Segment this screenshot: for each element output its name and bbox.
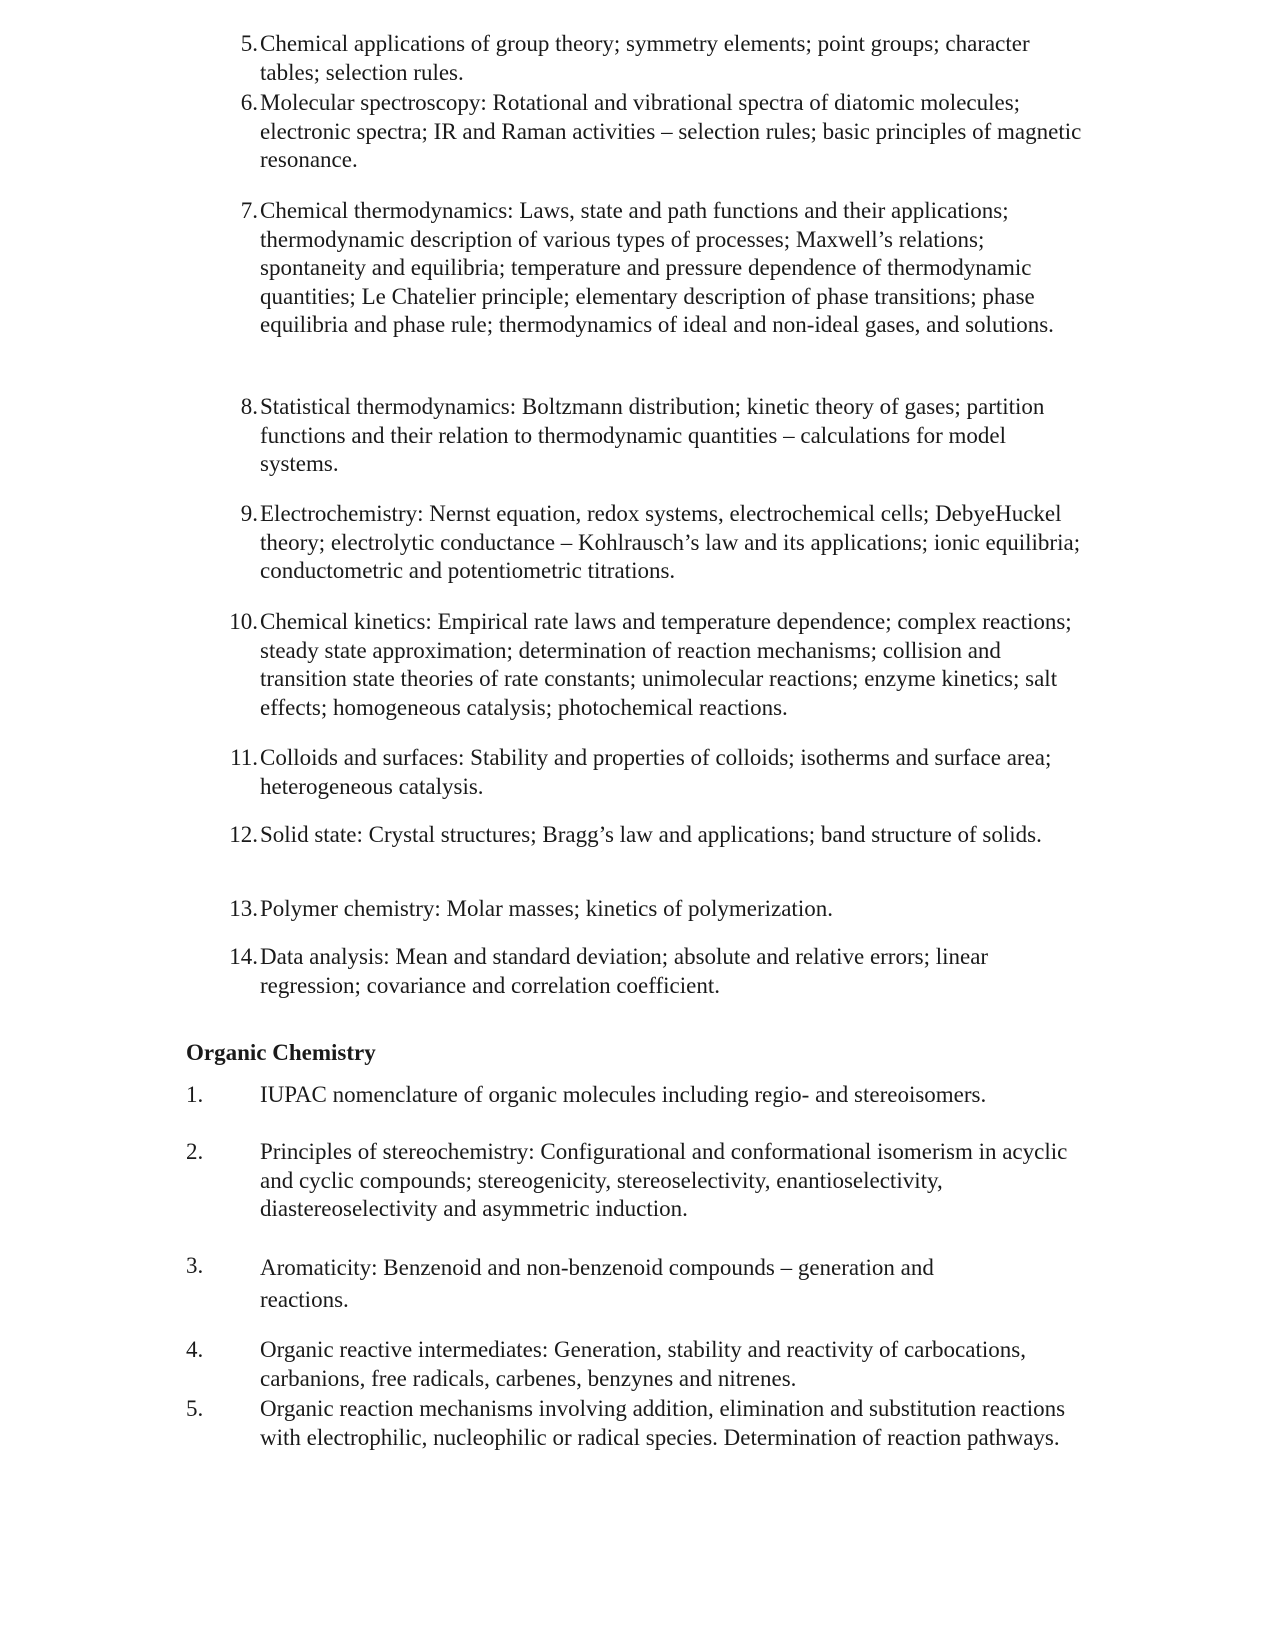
list-item: [186, 1395, 1086, 1495]
item-number: 3.: [186, 1253, 204, 1278]
item-number: 6.: [240, 90, 258, 115]
item-number: 2.: [186, 1139, 204, 1164]
item-text: Organic reaction mechanisms involving addition, elimination and substitution reactions with electrophilic, nucleophilic or radical species. Determination of reaction pathways.: [260, 1396, 1066, 1450]
item-text: Statistical thermodynamics: Boltzmann distribution; kinetic theory of gases; partition functions and their relation to thermodynamic quantities – calculations for model systems.: [260, 394, 1045, 476]
item-number: 5.: [186, 1396, 204, 1421]
item-number: 10.: [229, 609, 258, 634]
item-text: Organic reactive intermediates: Generation, stability and reactivity of carbocations, carbanions, free radicals, carbenes, benzynes and nitrenes.: [260, 1337, 1026, 1391]
item-number: 14.: [229, 944, 258, 969]
item-text: Solid state: Crystal structures; Bragg’s law and applications; band structure of solids.: [260, 822, 1042, 847]
list-item: [222, 197, 1102, 337]
item-text: IUPAC nomenclature of organic molecules including regio- and stereoisomers.: [260, 1082, 987, 1107]
item-number: 8.: [240, 394, 258, 419]
item-number: 1.: [186, 1082, 204, 1107]
item-text: Electrochemistry: Nernst equation, redox systems, electrochemical cells; DebyeHuckel theory; electrolytic conductance – Kohlrausch’s law and its applications; ionic equilibria; conductometric and potentiometric titrations.: [260, 501, 1081, 583]
item-number: 12.: [229, 822, 258, 847]
item-text: Chemical applications of group theory; symmetry elements; point groups; character tables; selection rules.: [260, 31, 1030, 85]
item-number: 13.: [229, 896, 258, 921]
section-heading: Organic Chemistry: [186, 1040, 376, 1065]
item-number: 11.: [230, 745, 258, 770]
item-text: Colloids and surfaces: Stability and properties of colloids; isotherms and surface area; heterogeneous catalysis.: [260, 745, 1052, 799]
item-number: 9.: [240, 501, 258, 526]
item-text: Principles of stereochemistry: Configurational and conformational isomerism in acyclic and cyclic compounds; stereogenicity, stereoselectivity, enantioselectivity, diastereoselectivity and asymmetric induction.: [260, 1139, 1068, 1221]
item-text: Molecular spectroscopy: Rotational and vibrational spectra of diatomic molecules; electronic spectra; IR and Raman activities – selection rules; basic principles of magnetic resonance.: [260, 90, 1082, 172]
item-text: Chemical kinetics: Empirical rate laws and temperature dependence; complex reactions; steady state approximation; determination of reaction mechanisms; collision and transition state theories of rate constants; unimolecular reactions; enzyme kinetics; salt effects; homogeneous catalysis; photochemical reactions.: [260, 609, 1072, 720]
item-number: 5.: [240, 31, 258, 56]
item-text: Data analysis: Mean and standard deviation; absolute and relative errors; linear regression; covariance and correlation coefficient.: [260, 944, 989, 998]
item-text: Aromaticity: Benzenoid and non-benzenoid compounds – generation and reactions.: [260, 1255, 934, 1312]
list-item: [186, 1138, 1086, 1238]
item-text: Chemical thermodynamics: Laws, state and path functions and their applications; thermodynamic description of various types of processes; Maxwell’s relations; spontaneity and equilibria; temperature and pressure dependence of thermodynamic quantities; Le Chatelier principle; elementary description of phase transitions; phase equilibria and phase rule; thermodynamics of ideal and non-ideal gases, and solutions.: [260, 198, 1054, 337]
item-text: Polymer chemistry: Molar masses; kinetics of polymerization.: [260, 896, 833, 921]
list-item: [222, 608, 1102, 748]
item-number: 4.: [186, 1337, 204, 1362]
item-number: 7.: [240, 198, 258, 223]
